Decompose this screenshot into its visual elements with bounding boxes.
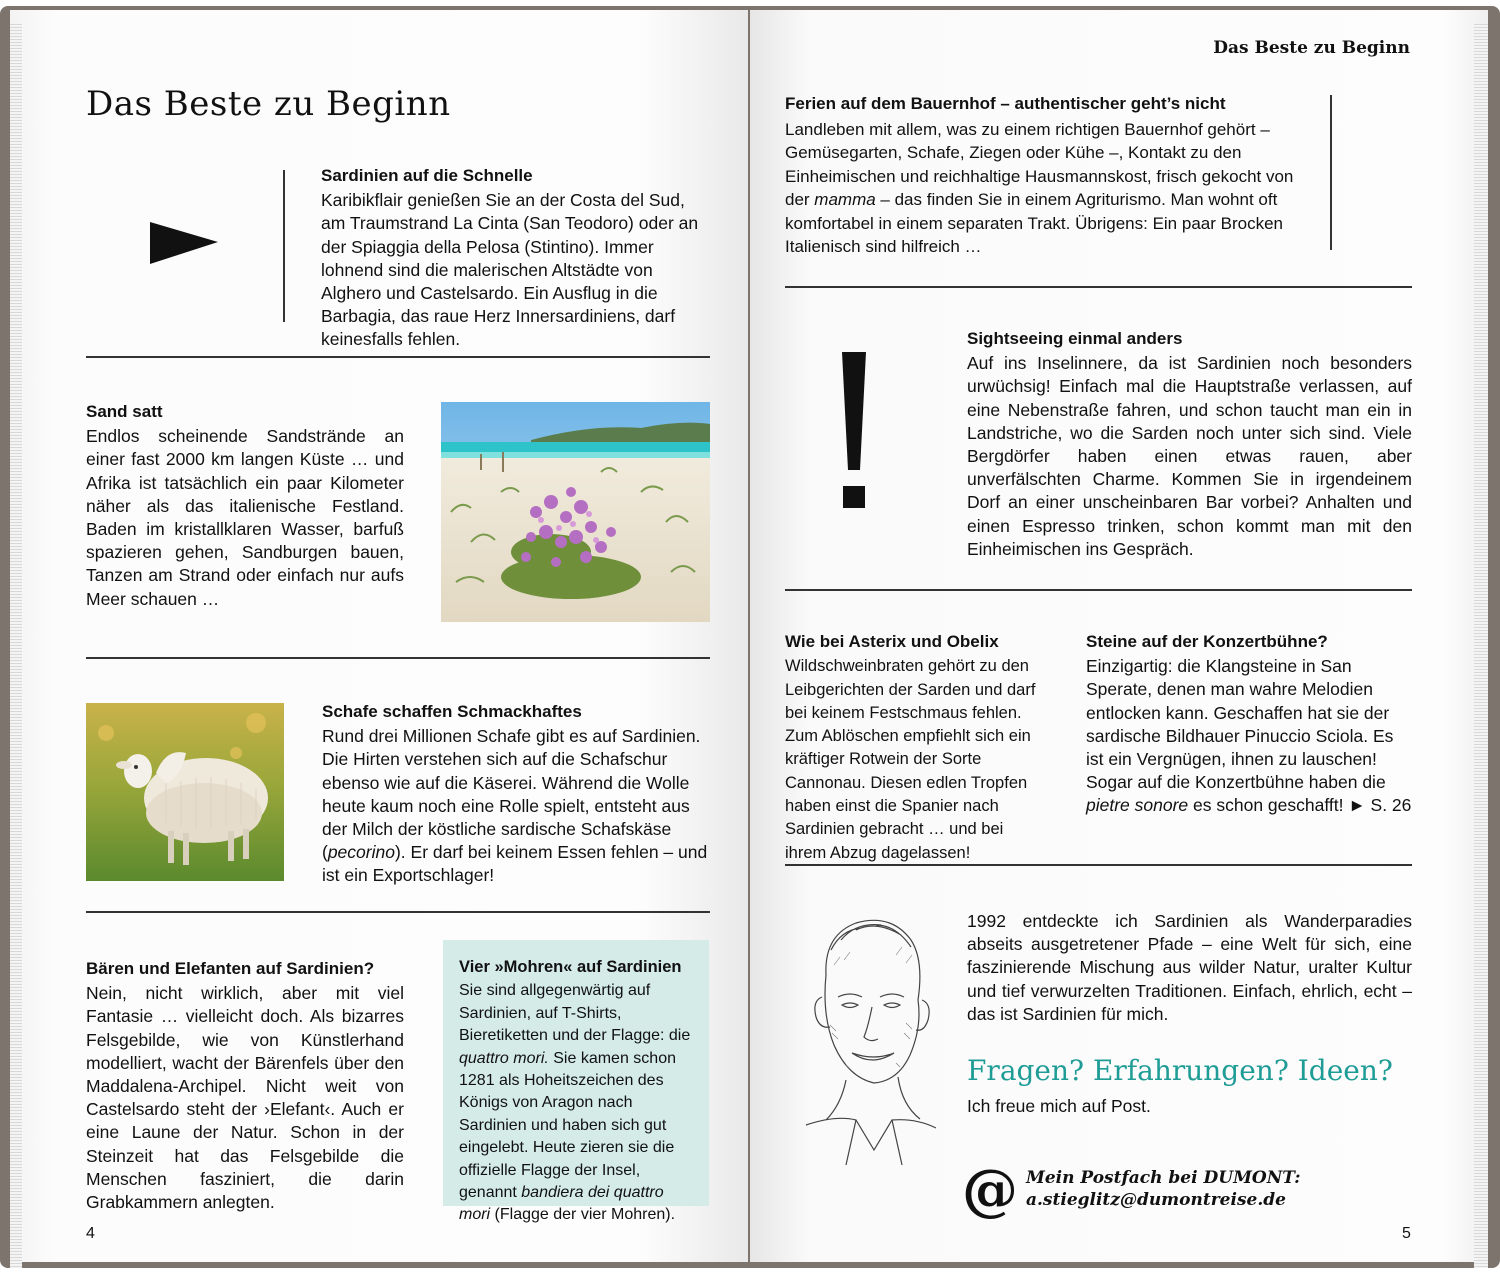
exclamation-icon — [838, 352, 870, 510]
italic-term: mamma — [814, 190, 876, 209]
section-text: Auf ins Inselinnere, da ist Sardinien noch besonders urwüchsig! Einfach mal die Hauptstraße verlassen, auf eine Nebenstraße fahren, und schon taucht man ein in Landstriche, wo die Sarden noch unter sich sind. Viele Bergdörfer haben einen etwas rauen, aber unverfälschten Charme. Kommen Sie in irgendeinem Dorf an einer unscheinbaren Bar vorbei? Anhalten und einen Espresso trinken, schon kommt man mit den Einheimischen ins Gespräch. — [967, 353, 1412, 559]
section-text: Endlos scheinende Sandstrände an einer fast 2000 km langen Küste … und Afrika ist tatsächlich ein paar Kilometer näher als das italienische Festland. Baden im kristallklaren Wasser, barfuß spazieren gehen, Sandburgen bauen, Tanzen am Strand oder einfach nur aufs Meer schauen … — [86, 426, 404, 609]
section-heading: Sightseeing einmal anders — [967, 329, 1183, 348]
divider — [86, 911, 710, 913]
at-icon: @ — [962, 1157, 1018, 1223]
author-portrait-sketch — [786, 905, 936, 1170]
divider — [86, 657, 710, 659]
page-edge — [1474, 24, 1488, 1268]
play-triangle-icon — [148, 220, 220, 266]
section-asterix — [785, 630, 1048, 865]
vertical-rule — [283, 170, 285, 322]
contact-question: Fragen? Erfahrungen? Ideen? — [967, 1054, 1393, 1087]
section-text: Rund drei Millionen Schafe gibt es auf Sardinien. Die Hirten verstehen sich auf die Schafschur ebenso wie auf die Käserei. Während die Wolle heute kaum noch eine Rolle spielt, entsteht aus der Milch der köstliche sardische Schafskäse ( — [322, 726, 701, 863]
section-text: Karibikflair genießen Sie an der Costa del Sud, am Traumstrand La Cinta (San Teodoro) oder an der Spiaggia della Pelosa (Stintino). Immer lohnend sind die malerischen Altstädte von Alghero und Castelsardo. Ein Ausflug in die Barbagia, das raue Herz Innersardiniens, darf keinesfalls fehlen. — [321, 190, 699, 350]
italic-term: bandiera dei quattro mori — [459, 1184, 664, 1224]
section-text: es schon geschafft! ► S. 26 — [1188, 795, 1412, 816]
section-schnelle — [321, 164, 713, 352]
section-heading: Vier »Mohren« auf Sardinien — [459, 958, 682, 976]
section-heading: Sardinien auf die Schnelle — [321, 166, 533, 185]
italic-term: pecorino — [327, 842, 395, 863]
info-box — [443, 940, 709, 1224]
email-link[interactable]: a.stieglitz@dumontreise.de — [1026, 1190, 1286, 1210]
section-text: Wildschweinbraten gehört zu den Leibgerichten der Sarden und darf bei keinem Festschmaus fehlen. Zum Ablöschen empfiehlt sich ein kräftiger Rotwein der Sorte Cannonau. Diesen edlen Tropfen haben einst die Spanier nach Sardinien gebracht … und bei ihrem Abzug dagelassen! — [785, 657, 1036, 862]
italic-term: pietre sonore — [1086, 795, 1189, 816]
section-text: – das finden Sie in einem Agriturismo. Man wohnt oft komfortabel in einem separaten Trakt. Übrigens: Ein paar Brocken Italienisch sind hilfreich … — [785, 190, 1283, 256]
page-number: 4 — [86, 1225, 95, 1242]
section-schafe — [322, 700, 712, 888]
section-heading: Wie bei Asterix und Obelix — [785, 632, 999, 651]
beach-flowers-photo — [441, 402, 710, 622]
italic-term: quattro mori. — [459, 1049, 549, 1067]
divider — [785, 286, 1412, 288]
section-heading: Bären und Elefanten auf Sardinien? — [86, 959, 375, 978]
section-mohren — [443, 940, 709, 1227]
section-baeren — [86, 957, 404, 1214]
section-text: Sie sind allgegenwärtig auf Sardinien, auf T-Shirts, Bieretiketten und der Flagge: die — [459, 982, 691, 1045]
section-heading: Sand satt — [86, 402, 163, 421]
section-sand — [86, 400, 404, 611]
section-heading: Schafe schaffen Schmackhaftes — [322, 702, 582, 721]
section-text: Einzigartig: die Klangsteine in San Sperate, denen man wahre Melodien entlocken kann. Geschaffen hat sie der sardische Bildhauer Pinuccio Sciola. Es ist ein Vergnügen, ihnen zu lauschen! Sogar auf die Konzertbühne haben die — [1086, 656, 1394, 793]
vertical-rule — [1330, 95, 1332, 250]
running-head: Das Beste zu Beginn — [1213, 38, 1410, 58]
section-text: ). Er darf bei keinem Essen fehlen – und ist ein Exportschlager! — [322, 842, 708, 886]
section-text: Sie kamen schon 1281 als Hoheitszeichen des Königs von Aragon nach Sardinien und haben sich gut eingelebt. Heute zieren sie die offizielle Flagge der Insel, genannt — [459, 1049, 676, 1202]
sheep-photo — [86, 703, 284, 881]
section-text: Nein, nicht wirklich, aber mit viel Fantasie … vielleicht doch. Als bizarres Felsgebilde, wie von Künstlerhand modelliert, wacht der Bärenfels über den Maddalena-Archipel. Nicht weit von Castelsardo steht der ›Elefant‹. Auch er eine Laune der Natur. Schon in der Steinzeit hat das Felsgebilde die Menschen fasziniert, die darin Grabkammern anlegten. — [86, 983, 404, 1213]
contact-invite: Ich freue mich auf Post. — [967, 1096, 1151, 1116]
mailbox-label: Mein Postfach bei DUMONT: — [1026, 1168, 1301, 1188]
page-title: Das Beste zu Beginn — [86, 84, 451, 124]
section-text: (Flagge der vier Mohren). — [490, 1206, 676, 1224]
section-sightseeing — [967, 327, 1412, 561]
mailbox-info — [1026, 1167, 1301, 1211]
page-edge — [10, 24, 22, 1268]
author-intro: 1992 entdeckte ich Sardinien als Wanderparadies abseits ausgetretener Pfade – eine Welt für sich, eine faszinierende Mischung aus wilder Natur, uralter Kultur und tief verwurzelten Traditionen. Einfach, ehrlich, echt – das ist Sardinien für mich. — [967, 911, 1412, 1024]
divider — [785, 589, 1412, 591]
section-bauernhof — [785, 92, 1307, 259]
divider — [86, 356, 710, 358]
section-heading: Ferien auf dem Bauernhof – authentischer geht’s nicht — [785, 94, 1226, 113]
page-number: 5 — [1402, 1225, 1411, 1242]
divider — [785, 864, 1412, 866]
section-heading: Steine auf der Konzertbühne? — [1086, 632, 1328, 651]
section-text: Landleben mit allem, was zu einem richtigen Bauernhof gehört – Gemüsegarten, Schafe, Ziegen oder Kühe –, Kontakt zu den Einheimischen und reichhaltige Hausmannskost, frisch gekocht von der — [785, 119, 1294, 209]
section-steine — [1086, 630, 1412, 818]
